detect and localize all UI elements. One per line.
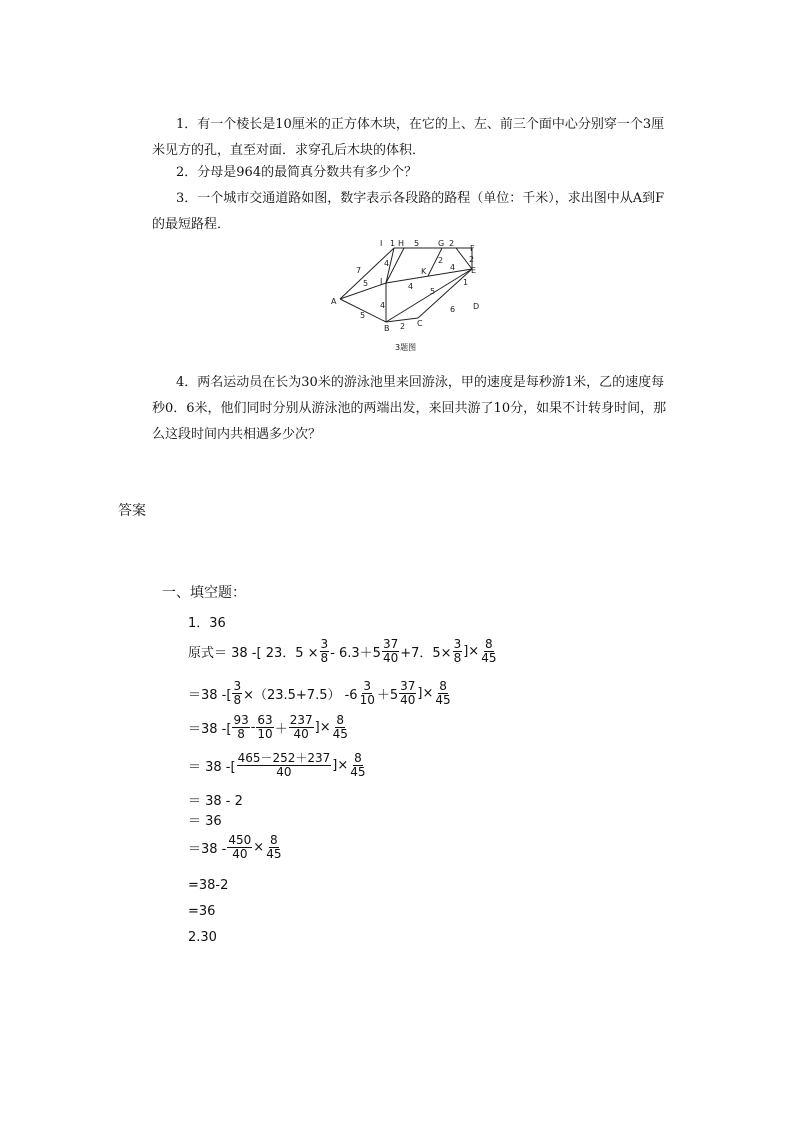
solution-line-7 <box>188 834 283 861</box>
text: ＋ <box>274 722 288 737</box>
node-label-K: K <box>421 267 427 276</box>
fraction <box>256 714 273 741</box>
question-3-line-2: 的最短路程． <box>152 217 231 232</box>
node-label-F: F <box>470 244 475 253</box>
text: ＋5 <box>376 688 399 703</box>
node-label-A: A <box>331 297 337 306</box>
numerator: 8 <box>485 637 493 651</box>
fraction <box>227 834 252 861</box>
numerator: 237 <box>289 713 313 727</box>
text: ]× <box>314 720 331 735</box>
edge-label: 2 <box>438 256 444 265</box>
denominator: 45 <box>350 765 366 779</box>
node-label-E: E <box>471 266 477 275</box>
fraction <box>382 638 399 665</box>
denominator: 40 <box>293 727 309 741</box>
fraction <box>232 680 242 707</box>
numerator: 8 <box>270 833 278 847</box>
question-2 <box>152 160 682 186</box>
numerator: 3 <box>453 637 462 651</box>
numerator: 93 <box>233 713 249 727</box>
text: ]× <box>332 758 349 773</box>
edge-label: 5 <box>430 287 436 296</box>
denominator: 45 <box>266 847 282 861</box>
solution-line-9: =36 <box>188 904 216 919</box>
answer-1: 1．36 <box>188 616 226 631</box>
text: ]× <box>417 686 434 701</box>
node-label-C: C <box>417 319 423 328</box>
text: ＝38 -[ <box>188 722 232 737</box>
numerator: 63 <box>257 713 273 727</box>
denominator: 10 <box>359 693 375 707</box>
denominator: 40 <box>232 847 248 861</box>
text: - <box>250 720 256 735</box>
fraction <box>289 714 314 741</box>
denominator: 8 <box>237 727 245 741</box>
answer-2: 2.30 <box>188 930 217 945</box>
numerator: 3 <box>363 679 372 693</box>
denominator: 40 <box>400 693 416 707</box>
question-3-line-1: 3．一个城市交通道路如图，数字表示各段路的路程（单位：千米），求出图中从A到F <box>176 191 665 206</box>
edge-label: 6 <box>450 305 456 314</box>
numerator: 8 <box>354 751 362 765</box>
node-label-B: B <box>384 324 390 333</box>
fraction <box>320 638 330 665</box>
edge-label: 2 <box>400 322 406 331</box>
fraction <box>359 680 376 707</box>
question-1-line-2: 米见方的孔，直至对面．求穿孔后木块的体积． <box>152 143 426 158</box>
numerator: 3 <box>320 637 329 651</box>
text: ]× <box>463 644 480 659</box>
node-label-I: I <box>380 239 383 248</box>
node-label-G: G <box>438 239 445 248</box>
text: ＝38 -[ <box>188 688 232 703</box>
node-label-J: J <box>380 277 383 286</box>
text: × <box>253 840 265 855</box>
denominator: 40 <box>382 651 399 665</box>
edge-label: 5 <box>360 311 366 320</box>
text: - 6.3＋5 <box>330 646 381 661</box>
question-1-line-1: 1．有一个棱长是10厘米的正方体木块，在它的上、左、前三个面中心分别穿一个3厘 <box>176 117 665 132</box>
solution-line-5: ＝ 38 - 2 <box>188 794 243 809</box>
denominator: 8 <box>320 651 329 665</box>
fraction <box>332 714 349 741</box>
numerator: 8 <box>439 679 447 693</box>
edge-label: 4 <box>380 301 386 310</box>
numerator: 37 <box>400 679 416 693</box>
numerator: 8 <box>336 713 345 727</box>
numerator: 450 <box>228 833 252 847</box>
text: +7．5× <box>400 646 452 661</box>
edge-label: 2 <box>469 255 475 264</box>
edge-label: 4 <box>384 259 390 268</box>
fraction <box>434 680 451 707</box>
node-label-1: 1 <box>390 239 396 248</box>
question-4-line-3: 么这段时间内共相遇多少次？ <box>152 427 322 442</box>
denominator: 45 <box>435 693 451 707</box>
solution-line-4 <box>188 752 368 779</box>
denominator: 10 <box>257 727 273 741</box>
fraction <box>237 752 332 779</box>
solution-line-6: ＝ 36 <box>188 814 222 829</box>
fraction <box>399 680 416 707</box>
numerator: 3 <box>233 679 242 693</box>
solution-line-2 <box>188 680 453 707</box>
solution-line-8: =38-2 <box>188 878 229 893</box>
edge-label: 1 <box>463 278 469 287</box>
fraction <box>265 834 282 861</box>
node-label-H: H <box>398 239 405 248</box>
section-heading: 一、填空题： <box>162 585 246 601</box>
fraction <box>349 752 366 779</box>
fraction <box>453 638 463 665</box>
denominator: 45 <box>481 651 497 665</box>
text: ＝ 38 -[ <box>188 760 236 775</box>
denominator: 45 <box>332 727 348 741</box>
denominator: 8 <box>453 651 462 665</box>
question-2-line-1: 2．分母是964的最简真分数共有多少个？ <box>176 165 418 180</box>
text: ＝38 - <box>188 842 227 857</box>
text: 原式＝ 38 -[ 23．5 × <box>188 646 319 661</box>
question-3 <box>152 186 682 238</box>
edge-label: 5 <box>363 279 369 288</box>
text: ×（23.5+7.5） -6 <box>243 688 358 703</box>
question-4 <box>152 370 682 448</box>
edge-label: 4 <box>408 282 414 291</box>
edge-label: 2 <box>449 239 455 248</box>
question-4-line-1: 4．两名运动员在长为30米的游泳池里来回游泳，甲的速度是每秒游1米，乙的速度每 <box>176 375 665 390</box>
edge-label: 4 <box>450 263 456 272</box>
solution-line-1 <box>188 638 498 665</box>
denominator: 40 <box>276 765 292 779</box>
edge-label: 5 <box>414 239 420 248</box>
answer-heading: 答案 <box>118 503 146 519</box>
numerator: 37 <box>382 637 399 651</box>
denominator: 8 <box>233 693 242 707</box>
node-label-D: D <box>473 302 480 311</box>
figure-caption: 3题图 <box>395 343 417 352</box>
question-4-line-2: 秒0．6米，他们同时分别从游泳池的两端出发，来回共游了10分，如果不计转身时间，那 <box>152 401 667 416</box>
question-1 <box>152 112 682 164</box>
edge-label: 7 <box>356 266 362 275</box>
solution-line-3 <box>188 714 350 741</box>
fraction <box>480 638 497 665</box>
numerator: 465－252＋237 <box>237 751 331 765</box>
fraction <box>232 714 249 741</box>
